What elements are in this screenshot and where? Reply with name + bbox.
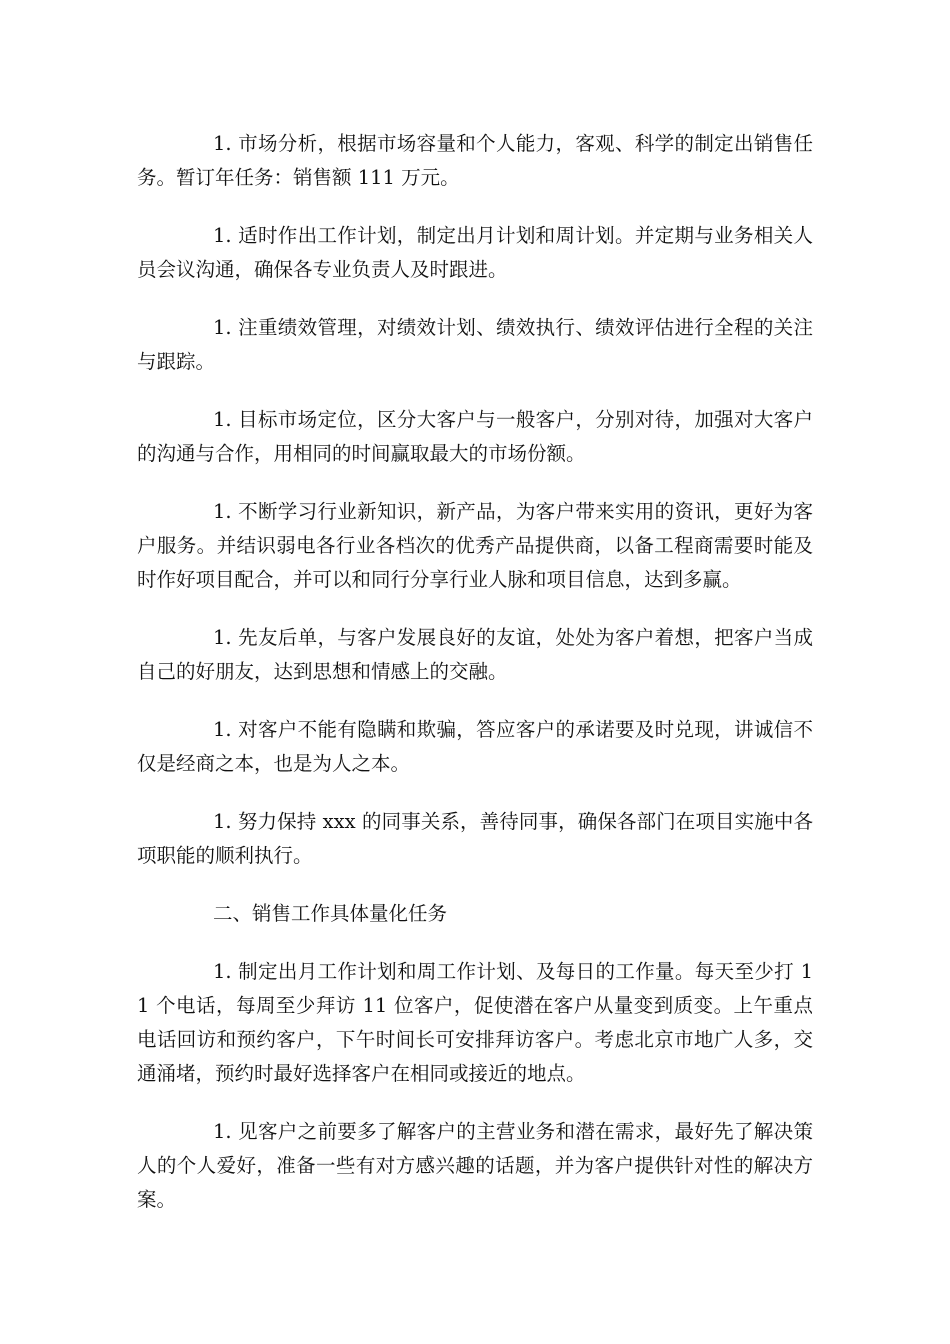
paragraph-performance: 1. 注重绩效管理，对绩效计划、绩效执行、绩效评估进行全程的关注与跟踪。	[137, 316, 813, 373]
paragraph-learning: 1. 不断学习行业新知识，新产品，为客户带来实用的资讯，更好为客户服务。并结识弱电各行业各档次的优秀产品提供商，以备工程商需要时能及时作好项目配合，并可以和同行分享行业人脉和项目信息，达到多赢。	[137, 500, 813, 591]
paragraph-market-positioning: 1. 目标市场定位，区分大客户与一般客户，分别对待，加强对大客户的沟通与合作，用相同的时间赢取最大的市场份额。	[137, 408, 813, 465]
paragraph-friendship: 1. 先友后单，与客户发展良好的友谊，处处为客户着想，把客户当成自己的好朋友，达到思想和情感上的交融。	[137, 626, 813, 683]
paragraph-quantified-plan: 1. 制定出月工作计划和周工作计划、及每日的工作量。每天至少打 11 个电话，每周至少拜访 11 位客户，促使潜在客户从量变到质变。上午重点电话回访和预约客户，下午时间长可安排拜访客户。考虑北京市地广人多，交通涌堵，预约时最好选择客户在相同或接近的地点。	[137, 960, 813, 1085]
paragraph-work-plan: 1. 适时作出工作计划，制定出月计划和周计划。并定期与业务相关人员会议沟通，确保各专业负责人及时跟进。	[137, 224, 813, 281]
paragraph-sales-target: 1. 市场分析，根据市场容量和个人能力，客观、科学的制定出销售任务。暂订年任务：销售额 111 万元。	[137, 132, 813, 189]
section-heading: 二、销售工作具体量化任务	[213, 902, 448, 925]
paragraph-colleagues: 1. 努力保持 xxx 的同事关系，善待同事，确保各部门在项目实施中各项职能的顺利执行。	[137, 810, 813, 867]
paragraph-client-preparation: 1. 见客户之前要多了解客户的主营业务和潜在需求，最好先了解决策人的个人爱好，准备一些有对方感兴趣的话题，并为客户提供针对性的解决方案。	[137, 1120, 813, 1211]
document-body	[137, 127, 813, 1241]
paragraph-honesty: 1. 对客户不能有隐瞒和欺骗，答应客户的承诺要及时兑现，讲诚信不仅是经商之本，也是为人之本。	[137, 718, 813, 775]
